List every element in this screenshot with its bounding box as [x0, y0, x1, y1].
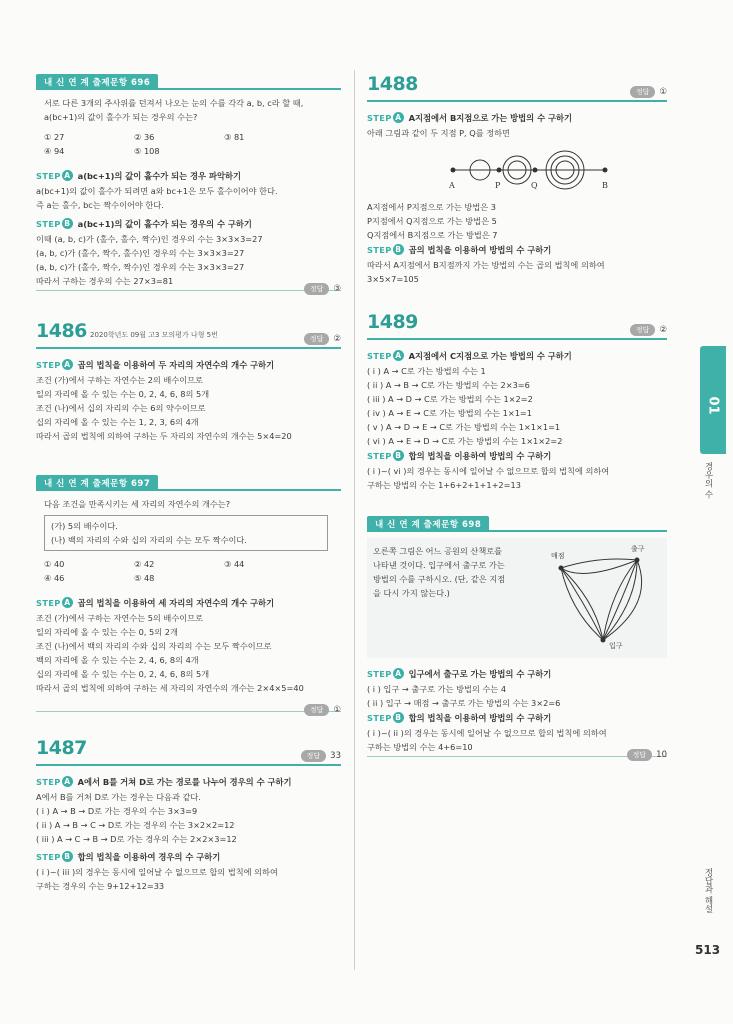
step-b-heading: STEP B 합의 법칙을 이용하여 방법의 수 구하기 [367, 451, 552, 461]
condition: (나) 백의 자리의 수와 십의 자리의 수는 모두 짝수이다. [51, 535, 247, 545]
solution-line: ( i )~( iii )의 경우는 동시에 일어날 수 없으므로 합의 법칙에 의하여 [36, 867, 278, 877]
solution-line: ( i ) A → B → D로 가는 경우의 수는 3×3=9 [36, 806, 198, 816]
point-label-p: P [495, 181, 501, 190]
question-line: 오른쪽 그림은 어느 공원의 산책로를 [373, 546, 503, 556]
answer-row [36, 274, 341, 294]
left-column [36, 70, 341, 893]
problem-header [36, 317, 341, 349]
right-column [367, 70, 667, 760]
problem-1488 [367, 70, 667, 286]
answer-value: 10 [656, 750, 667, 760]
solution-line: 따라서 곱의 법칙에 의하여 구하는 두 자리의 자연수의 개수는 5×4=20 [36, 431, 292, 441]
point-a-dot [451, 168, 456, 173]
solution-line: 십의 자리에 올 수 있는 수는 0, 2, 4, 6, 8의 5개 [36, 669, 210, 679]
solution-line: 구하는 방법의 수는 1+6+2+1+1+2=13 [367, 480, 521, 490]
question-line: 방법의 수를 구하시오. (단, 같은 지점 [373, 574, 506, 584]
solution-line: ( i )~( vi )의 경우는 동시에 일어날 수 없으므로 합의 법칙에 의하여 [367, 466, 610, 476]
solution-line: ( ii ) A → B → C → D로 가는 경우의 수는 3×2×2=12 [36, 820, 235, 830]
solution-line: P지점에서 Q지점으로 가는 방법은 5 [367, 216, 497, 226]
solution-line: 이때 (a, b, c)가 (홀수, 홀수, 짝수)인 경우의 수는 3×3×3=27 [36, 234, 263, 244]
chapter-number: 01 [705, 396, 721, 415]
step-b-heading: STEP B 곱의 법칙을 이용하여 방법의 수 구하기 [367, 245, 552, 255]
answer-badge: 정답 [304, 333, 330, 345]
point-label-a: A [449, 181, 455, 190]
solution-line: ( v ) A → D → E → C로 가는 방법의 수는 1×1×1=1 [367, 422, 561, 432]
choice: ⑤ 48 [134, 573, 155, 583]
step-b-heading: STEP B a(bc+1)의 값이 홀수가 되는 경우의 수 구하기 [36, 219, 252, 229]
answer-badge: 정답 [304, 704, 330, 716]
problem-header [36, 734, 341, 766]
solution-line: (a, b, c)가 (홀수, 짝수, 홀수)인 경우의 수는 3×3×3=27 [36, 248, 245, 258]
map-label-store: 매점 [551, 552, 565, 560]
question-line: 나타낸 것이다. 입구에서 출구로 가는 [373, 560, 505, 570]
choice: ④ 46 [44, 573, 65, 583]
solution-line: 일의 자리에 올 수 있는 수는 0, 5의 2개 [36, 627, 178, 637]
linked-problem-tag: 내 신 연 계 출제문항 698 [367, 516, 489, 532]
solution-line: ( iii ) A → C → B → D로 가는 경우의 수는 2×2×3=12 [36, 834, 237, 844]
solution-line: 따라서 곱의 법칙에 의하여 구하는 세 자리의 자연수의 개수는 2×4×5=40 [36, 683, 304, 693]
path-entrance-store [561, 568, 603, 640]
question-line: 서로 다른 3개의 주사위를 던져서 나오는 눈의 수를 각각 a, b, c라 할 때, [44, 98, 304, 108]
step-a-heading: STEP A 곱의 법칙을 이용하여 두 자리의 자연수의 개수 구하기 [36, 360, 275, 370]
point-p-dot [497, 168, 502, 173]
answer-value: ② [333, 334, 341, 344]
problem-1489 [367, 308, 667, 492]
problem-number: 1488 [367, 73, 418, 95]
chapter-tab [700, 346, 726, 454]
point-label-q: Q [531, 181, 538, 190]
linked-problem-tag: 내 신 연 계 출제문항 697 [36, 475, 158, 491]
answer-value: ③ [333, 284, 341, 294]
answer-row [36, 695, 341, 715]
column-divider [354, 70, 355, 970]
problem-header [367, 308, 667, 340]
answer-value: 33 [330, 751, 341, 761]
entrance-node [601, 638, 606, 643]
path-entrance-store [561, 568, 603, 640]
map-label-exit: 출구 [631, 545, 645, 553]
choice: ② 42 [134, 559, 155, 569]
solution-line: 조건 (가)에서 구하는 자연수는 2의 배수이므로 [36, 375, 203, 385]
point-q-dot [533, 168, 538, 173]
step-b-heading: STEP B 합의 법칙을 이용하여 경우의 수 구하기 [36, 852, 221, 862]
solution-line: 3×5×7=105 [367, 274, 419, 284]
store-node [559, 566, 564, 571]
solution-line: 즉 a는 홀수, bc는 짝수이어야 한다. [36, 200, 164, 210]
footer-section-title: 정답과 해설 [703, 868, 713, 914]
box-header [36, 70, 341, 90]
linked-problem-698 [367, 512, 667, 760]
path-diagram-svg [367, 140, 667, 200]
answer-value: ② [659, 325, 667, 335]
solution-line: 따라서 A지점에서 B지점까지 가는 방법의 수는 곱의 법칙에 의하여 [367, 260, 605, 270]
solution-line: 조건 (나)에서 십의 자리의 수는 6의 약수이므로 [36, 403, 206, 413]
step-a-heading: STEP A A지점에서 C지점으로 가는 방법의 수 구하기 [367, 351, 572, 361]
condition: (가) 5의 배수이다. [51, 521, 118, 531]
problem-1486 [36, 317, 341, 443]
choice: ① 40 [44, 559, 65, 569]
solution-line: Q지점에서 B지점으로 가는 방법은 7 [367, 230, 498, 240]
problem-number: 1486 [36, 320, 87, 342]
solution-line: ( vi ) A → E → D → C로 가는 방법의 수는 1×1×2=2 [367, 436, 563, 446]
solution-line: 백의 자리에 올 수 있는 수는 2, 4, 6, 8의 4개 [36, 655, 199, 665]
solution-line: 일의 자리에 올 수 있는 수는 0, 2, 4, 6, 8의 5개 [36, 389, 210, 399]
answer-badge: 정답 [630, 86, 656, 98]
exit-node [635, 558, 640, 563]
problem-number: 1487 [36, 737, 87, 759]
choice: ④ 94 [44, 146, 65, 156]
solution-line: 조건 (나)에서 백의 자리의 수와 십의 자리의 수는 모두 짝수이므로 [36, 641, 272, 651]
box-header [367, 512, 667, 532]
solution-line: 구하는 방법의 수는 4+6=10 [367, 742, 473, 752]
solution-line: 따라서 구하는 경우의 수는 27×3=81 [36, 276, 174, 286]
solution-line: 십의 자리에 올 수 있는 수는 1, 2, 3, 6의 4개 [36, 417, 199, 427]
problem-header [367, 70, 667, 102]
path-entrance-store [561, 568, 603, 640]
solution-line: ( iii ) A → D → C로 가는 방법의 수는 1×2=2 [367, 394, 533, 404]
solution-line: ( ii ) 입구 → 매점 → 출구로 가는 방법의 수는 3×2=6 [367, 698, 561, 708]
point-label-b: B [602, 181, 608, 190]
step-a-heading: STEP A a(bc+1)의 값이 홀수가 되는 경우 파악하기 [36, 171, 242, 181]
step-a-heading: STEP A A에서 B를 거쳐 D로 가는 경로를 나누어 경우의 수 구하기 [36, 777, 292, 787]
answer-badge: 정답 [301, 750, 327, 762]
solution-line: ( i ) 입구 → 출구로 가는 방법의 수는 4 [367, 684, 507, 694]
choice: ⑤ 108 [134, 146, 160, 156]
path-entrance-exit [603, 560, 637, 640]
answer-value: ① [333, 705, 341, 715]
choice: ① 27 [44, 132, 65, 142]
step-a-heading: STEP A 곱의 법칙을 이용하여 세 자리의 자연수의 개수 구하기 [36, 598, 275, 608]
linked-problem-697 [36, 471, 341, 715]
answer-badge: 정답 [630, 324, 656, 336]
question-line: a(bc+1)의 값이 홀수가 되는 경우의 수는? [44, 112, 198, 122]
path-diagram [367, 140, 667, 200]
answer-badge: 정답 [627, 749, 653, 761]
solution-line: A지점에서 P지점으로 가는 방법은 3 [367, 202, 496, 212]
park-problem [367, 538, 667, 658]
problem-source: 2020학년도 09월 고3 모의평가 나형 5번 [90, 331, 218, 339]
question-line: 다음 조건을 만족시키는 세 자리의 자연수의 개수는? [44, 499, 231, 509]
solution-line: ( i ) A → C로 가는 방법의 수는 1 [367, 366, 486, 376]
condition-box [44, 515, 328, 551]
choice-list [44, 557, 341, 585]
solution-line: 아래 그림과 같이 두 지점 P, Q를 정하면 [367, 128, 510, 138]
park-map [551, 542, 667, 654]
step-a-heading: STEP A A지점에서 B지점으로 가는 방법의 수 구하기 [367, 113, 573, 123]
page-number: 513 [695, 943, 721, 957]
step-b-heading: STEP B 합의 법칙을 이용하여 방법의 수 구하기 [367, 713, 552, 723]
chapter-title: 경우의 수 [703, 462, 713, 499]
choice-list [44, 130, 341, 158]
problem-1487 [36, 734, 341, 893]
box-header [36, 471, 341, 491]
path-store-exit [561, 559, 637, 568]
choice: ③ 44 [224, 559, 245, 569]
solution-line: (a, b, c)가 (홀수, 짝수, 짝수)인 경우의 수는 3×3×3=27 [36, 262, 245, 272]
box-bottom-line [367, 756, 667, 757]
solution-line: A에서 B를 거쳐 D로 가는 경우는 다음과 같다. [36, 792, 201, 802]
linked-problem-tag: 내 신 연 계 출제문항 696 [36, 74, 158, 90]
solution-line: ( i )~( ii )의 경우는 동시에 일어날 수 없으므로 합의 법칙에 의하여 [367, 728, 607, 738]
map-label-entrance: 입구 [609, 642, 623, 650]
solution-line: ( ii ) A → B → C로 가는 방법의 수는 2×3=6 [367, 380, 530, 390]
path-store-exit [561, 560, 637, 573]
solution-line: 구하는 경우의 수는 9+12+12=33 [36, 881, 165, 891]
step-a-heading: STEP A 입구에서 출구로 가는 방법의 수 구하기 [367, 669, 552, 679]
choice: ③ 81 [224, 132, 245, 142]
answer-badge: 정답 [304, 283, 330, 295]
solution-line: a(bc+1)의 값이 홀수가 되려면 a와 bc+1은 모두 홀수이어야 한다. [36, 186, 278, 196]
question-line: 을 다시 가지 않는다.) [373, 588, 450, 598]
choice: ② 36 [134, 132, 155, 142]
solution-line: 조건 (가)에서 구하는 자연수는 5의 배수이므로 [36, 613, 203, 623]
point-b-dot [603, 168, 608, 173]
linked-problem-696 [36, 70, 341, 294]
solution-line: ( iv ) A → E → C로 가는 방법의 수는 1×1=1 [367, 408, 532, 418]
problem-number: 1489 [367, 311, 418, 333]
answer-value: ① [659, 87, 667, 97]
answer-row [367, 740, 667, 760]
